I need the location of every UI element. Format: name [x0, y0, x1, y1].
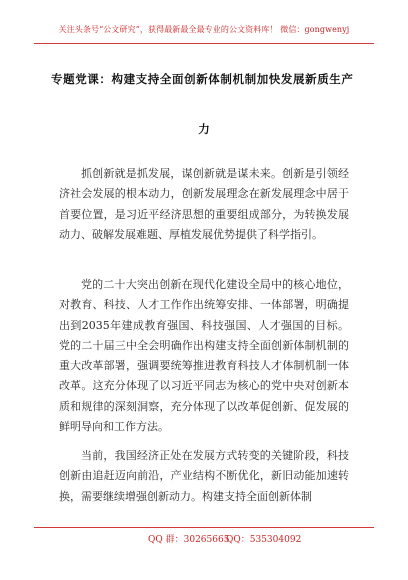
body-paragraph: 党的二十大突出创新在现代化建设全局中的核心地位，对教育、科技、人才工作作出统筹安排、一体部署，明确提出到2035年建成教育强国、科技强国、人才强国的目标。党的二十届三中全会明确作出构建支持全面创新体制机制的重大改革部署，强调要统筹推进教育科技人才体制机制一体改革。这充分体现了以习近平同志为核心的党中央对创新本质和规律的深刻洞察，充分体现了以改革促创新、促发展的鲜明导向和工作方法。	[59, 278, 349, 434]
document-title: 专题党课：构建支持全面创新体制机制加快发展新质生产	[51, 72, 354, 86]
body-paragraph: 抓创新就是抓发展，谋创新就是谋未来。创新是引领经济社会发展的根本动力，创新发展理念在新发展理念中居于首要位置，是习近平经济思想的重要组成部分，为转换发展动力、破解发展难题、厚植发展优势提供了科学指引。	[59, 167, 349, 241]
document-title-continued: 力	[198, 122, 210, 136]
body-paragraph: 当前，我国经济正处在发展方式转变的关键阶段，科技创新由追赶迈向前沿，产业结构不断优化，新旧动能加速转换，需要继续增强创新动力。构建支持全面创新体制	[59, 449, 349, 503]
body-paragraph-3-block	[59, 446, 349, 507]
header-divider	[34, 43, 374, 44]
footer-qq-contact: QQ：535304092	[226, 535, 302, 545]
footer-qq-group: QQ 群：30265665	[148, 535, 230, 545]
body-paragraph-1-block	[59, 164, 349, 245]
header-banner: 关注头条号“公文研究”，获得最新最全最专业的公文资料库！ 微信：gongwenyj	[58, 25, 350, 34]
footer-divider	[34, 527, 374, 528]
body-paragraph-2-block	[59, 275, 349, 437]
